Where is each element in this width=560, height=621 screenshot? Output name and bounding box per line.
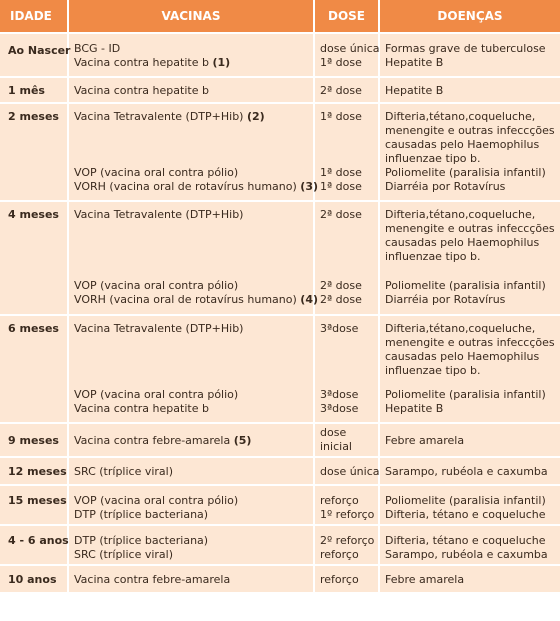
disease-line: Difteria, tétano e coqueluche <box>385 534 546 547</box>
dose-line: 1ª dose <box>320 56 362 69</box>
header-row <box>0 0 560 34</box>
age-cell: 15 meses <box>0 486 69 526</box>
dose-line: 1ª dose <box>320 166 362 179</box>
dose-line: 1ª dose <box>320 180 362 193</box>
disease-line: Febre amarela <box>385 434 465 447</box>
table-row <box>0 34 560 78</box>
disease-line: Poliomelite (paralisia infantil) <box>385 166 546 179</box>
dose-line: reforço <box>320 573 359 586</box>
vaccine-cell <box>69 34 315 78</box>
vaccine-line: DTP (tríplice bacteriana) <box>74 534 209 547</box>
disease-cell <box>380 34 560 78</box>
vaccine-cell <box>69 424 315 458</box>
age-cell: 12 meses <box>0 458 69 486</box>
disease-line: Diarréia por Rotavírus <box>385 180 506 193</box>
table-row <box>0 424 560 458</box>
header-vacinas: VACINAS <box>69 0 315 34</box>
disease-line: Hepatite B <box>385 56 444 69</box>
vaccine-cell <box>69 316 315 424</box>
disease-cell <box>380 458 560 486</box>
table-row <box>0 526 560 566</box>
disease-line: Poliomelite (paralisia infantil) <box>385 279 546 292</box>
dose-line: 3ªdose <box>320 322 359 335</box>
disease-line: Poliomelite (paralisia infantil) <box>385 494 546 507</box>
vaccine-line: Vacina Tetravalente (DTP+Hib) <box>74 208 244 221</box>
dose-cell <box>315 486 380 526</box>
vaccine-cell <box>69 566 315 594</box>
vaccine-line: Vacina contra hepatite b <box>74 84 209 97</box>
vaccine-line: SRC (tríplice viral) <box>74 548 174 561</box>
vaccine-name: Vacina contra hepatite b <box>74 56 209 69</box>
header-idade: IDADE <box>0 0 69 34</box>
age-cell: 4 meses <box>0 202 69 316</box>
vaccine-line: VOP (vacina oral contra pólio) <box>74 494 239 507</box>
disease-cell <box>380 424 560 458</box>
vaccine-line <box>74 56 310 70</box>
vaccine-name: VORH (vacina oral de rotavírus humano) <box>74 293 297 306</box>
table-row <box>0 78 560 104</box>
dose-line: 2ª dose <box>320 293 362 306</box>
vaccine-line <box>74 434 310 448</box>
disease-line: Sarampo, rubéola e caxumba <box>385 548 548 561</box>
dose-line: 1º reforço <box>320 508 375 521</box>
dose-line: 2ª dose <box>320 84 362 97</box>
vaccine-line <box>74 110 310 124</box>
vaccine-line: VOP (vacina oral contra pólio) <box>74 279 239 292</box>
disease-text: Difteria,tétano,coqueluche, menengite e outras infeccções causadas pelo Haemophilus influenzae tipo b. <box>385 322 555 377</box>
vaccine-line <box>74 293 319 307</box>
dose-cell <box>315 202 380 316</box>
disease-text: Difteria,tétano,coqueluche, menengite e outras infeccções causadas pelo Haemophilus influenzae tipo b. <box>385 110 555 165</box>
disease-cell <box>380 566 560 594</box>
dose-line: 1ª dose <box>320 110 362 123</box>
vaccine-line: Vacina Tetravalente (DTP+Hib) <box>74 322 244 335</box>
vaccine-line: Vacina contra febre-amarela <box>74 573 231 586</box>
disease-line: Hepatite B <box>385 402 444 415</box>
header-dose: DOSE <box>315 0 380 34</box>
dose-cell <box>315 34 380 78</box>
dose-cell <box>315 526 380 566</box>
vaccine-line: VOP (vacina oral contra pólio) <box>74 388 239 401</box>
disease-cell <box>380 486 560 526</box>
disease-line: Diarréia por Rotavírus <box>385 293 506 306</box>
footnote-ref: (1) <box>212 56 231 69</box>
dose-cell <box>315 424 380 458</box>
age-cell: 1 mês <box>0 78 69 104</box>
disease-line: Difteria, tétano e coqueluche <box>385 508 546 521</box>
age-cell: 9 meses <box>0 424 69 458</box>
table-row <box>0 104 560 202</box>
footnote-ref: (3) <box>300 180 319 193</box>
dose-cell <box>315 566 380 594</box>
table-row <box>0 486 560 526</box>
dose-line: 2º reforço <box>320 534 375 547</box>
age-cell: 6 meses <box>0 316 69 424</box>
vaccine-cell <box>69 486 315 526</box>
age-cell: 10 anos <box>0 566 69 594</box>
vaccine-cell <box>69 202 319 316</box>
vaccine-line: SRC (tríplice viral) <box>74 465 174 478</box>
disease-cell <box>380 104 560 202</box>
header-doencas: DOENÇAS <box>380 0 560 34</box>
age-cell: Ao Nascer <box>0 34 69 78</box>
disease-text: Difteria,tétano,coqueluche, menengite e outras infeccções causadas pelo Haemophilus influenzae tipo b. <box>385 208 555 263</box>
dose-cell <box>315 458 380 486</box>
disease-line: Sarampo, rubéola e caxumba <box>385 465 548 478</box>
table-row <box>0 202 560 316</box>
age-cell: 4 - 6 anos <box>0 526 69 566</box>
table-row <box>0 458 560 486</box>
disease-line: Formas grave de tuberculose <box>385 42 546 55</box>
dose-line: 3ªdose <box>320 388 359 401</box>
dose-line: 2ª dose <box>320 279 362 292</box>
vaccine-cell <box>69 78 315 104</box>
age-cell: 2 meses <box>0 104 69 202</box>
vaccine-cell <box>69 104 319 202</box>
disease-line: Febre amarela <box>385 573 465 586</box>
table-row <box>0 316 560 424</box>
dose-line: dose única <box>320 465 380 478</box>
vaccine-line: VOP (vacina oral contra pólio) <box>74 166 239 179</box>
dose-line: reforço <box>320 548 359 561</box>
vaccine-name: Vacina Tetravalente (DTP+Hib) <box>74 110 244 123</box>
footnote-ref: (2) <box>246 110 265 123</box>
disease-cell <box>380 316 560 424</box>
dose-line: dose única <box>320 42 380 55</box>
disease-line: Hepatite B <box>385 84 444 97</box>
vaccine-line: Vacina contra hepatite b <box>74 402 209 415</box>
dose-cell <box>315 78 380 104</box>
table-row <box>0 566 560 594</box>
footnote-ref: (4) <box>300 293 319 306</box>
vaccine-line: DTP (tríplice bacteriana) <box>74 508 209 521</box>
disease-cell <box>380 526 560 566</box>
vaccine-name: VORH (vacina oral de rotavírus humano) <box>74 180 297 193</box>
vaccine-name: Vacina contra febre-amarela <box>74 434 231 447</box>
vaccine-line <box>74 180 319 194</box>
disease-line: Poliomelite (paralisia infantil) <box>385 388 546 401</box>
disease-cell <box>380 202 560 316</box>
dose-line: 3ªdose <box>320 402 359 415</box>
disease-cell <box>380 78 560 104</box>
dose-cell <box>315 316 380 424</box>
dose-cell <box>315 104 380 202</box>
vaccine-cell <box>69 526 315 566</box>
vaccine-cell <box>69 458 315 486</box>
dose-line: dose <box>320 426 347 439</box>
dose-line: inicial <box>320 440 352 453</box>
dose-line: 2ª dose <box>320 208 362 221</box>
footnote-ref: (5) <box>233 434 252 447</box>
vaccine-line: BCG - ID <box>74 42 121 55</box>
dose-line: reforço <box>320 494 359 507</box>
